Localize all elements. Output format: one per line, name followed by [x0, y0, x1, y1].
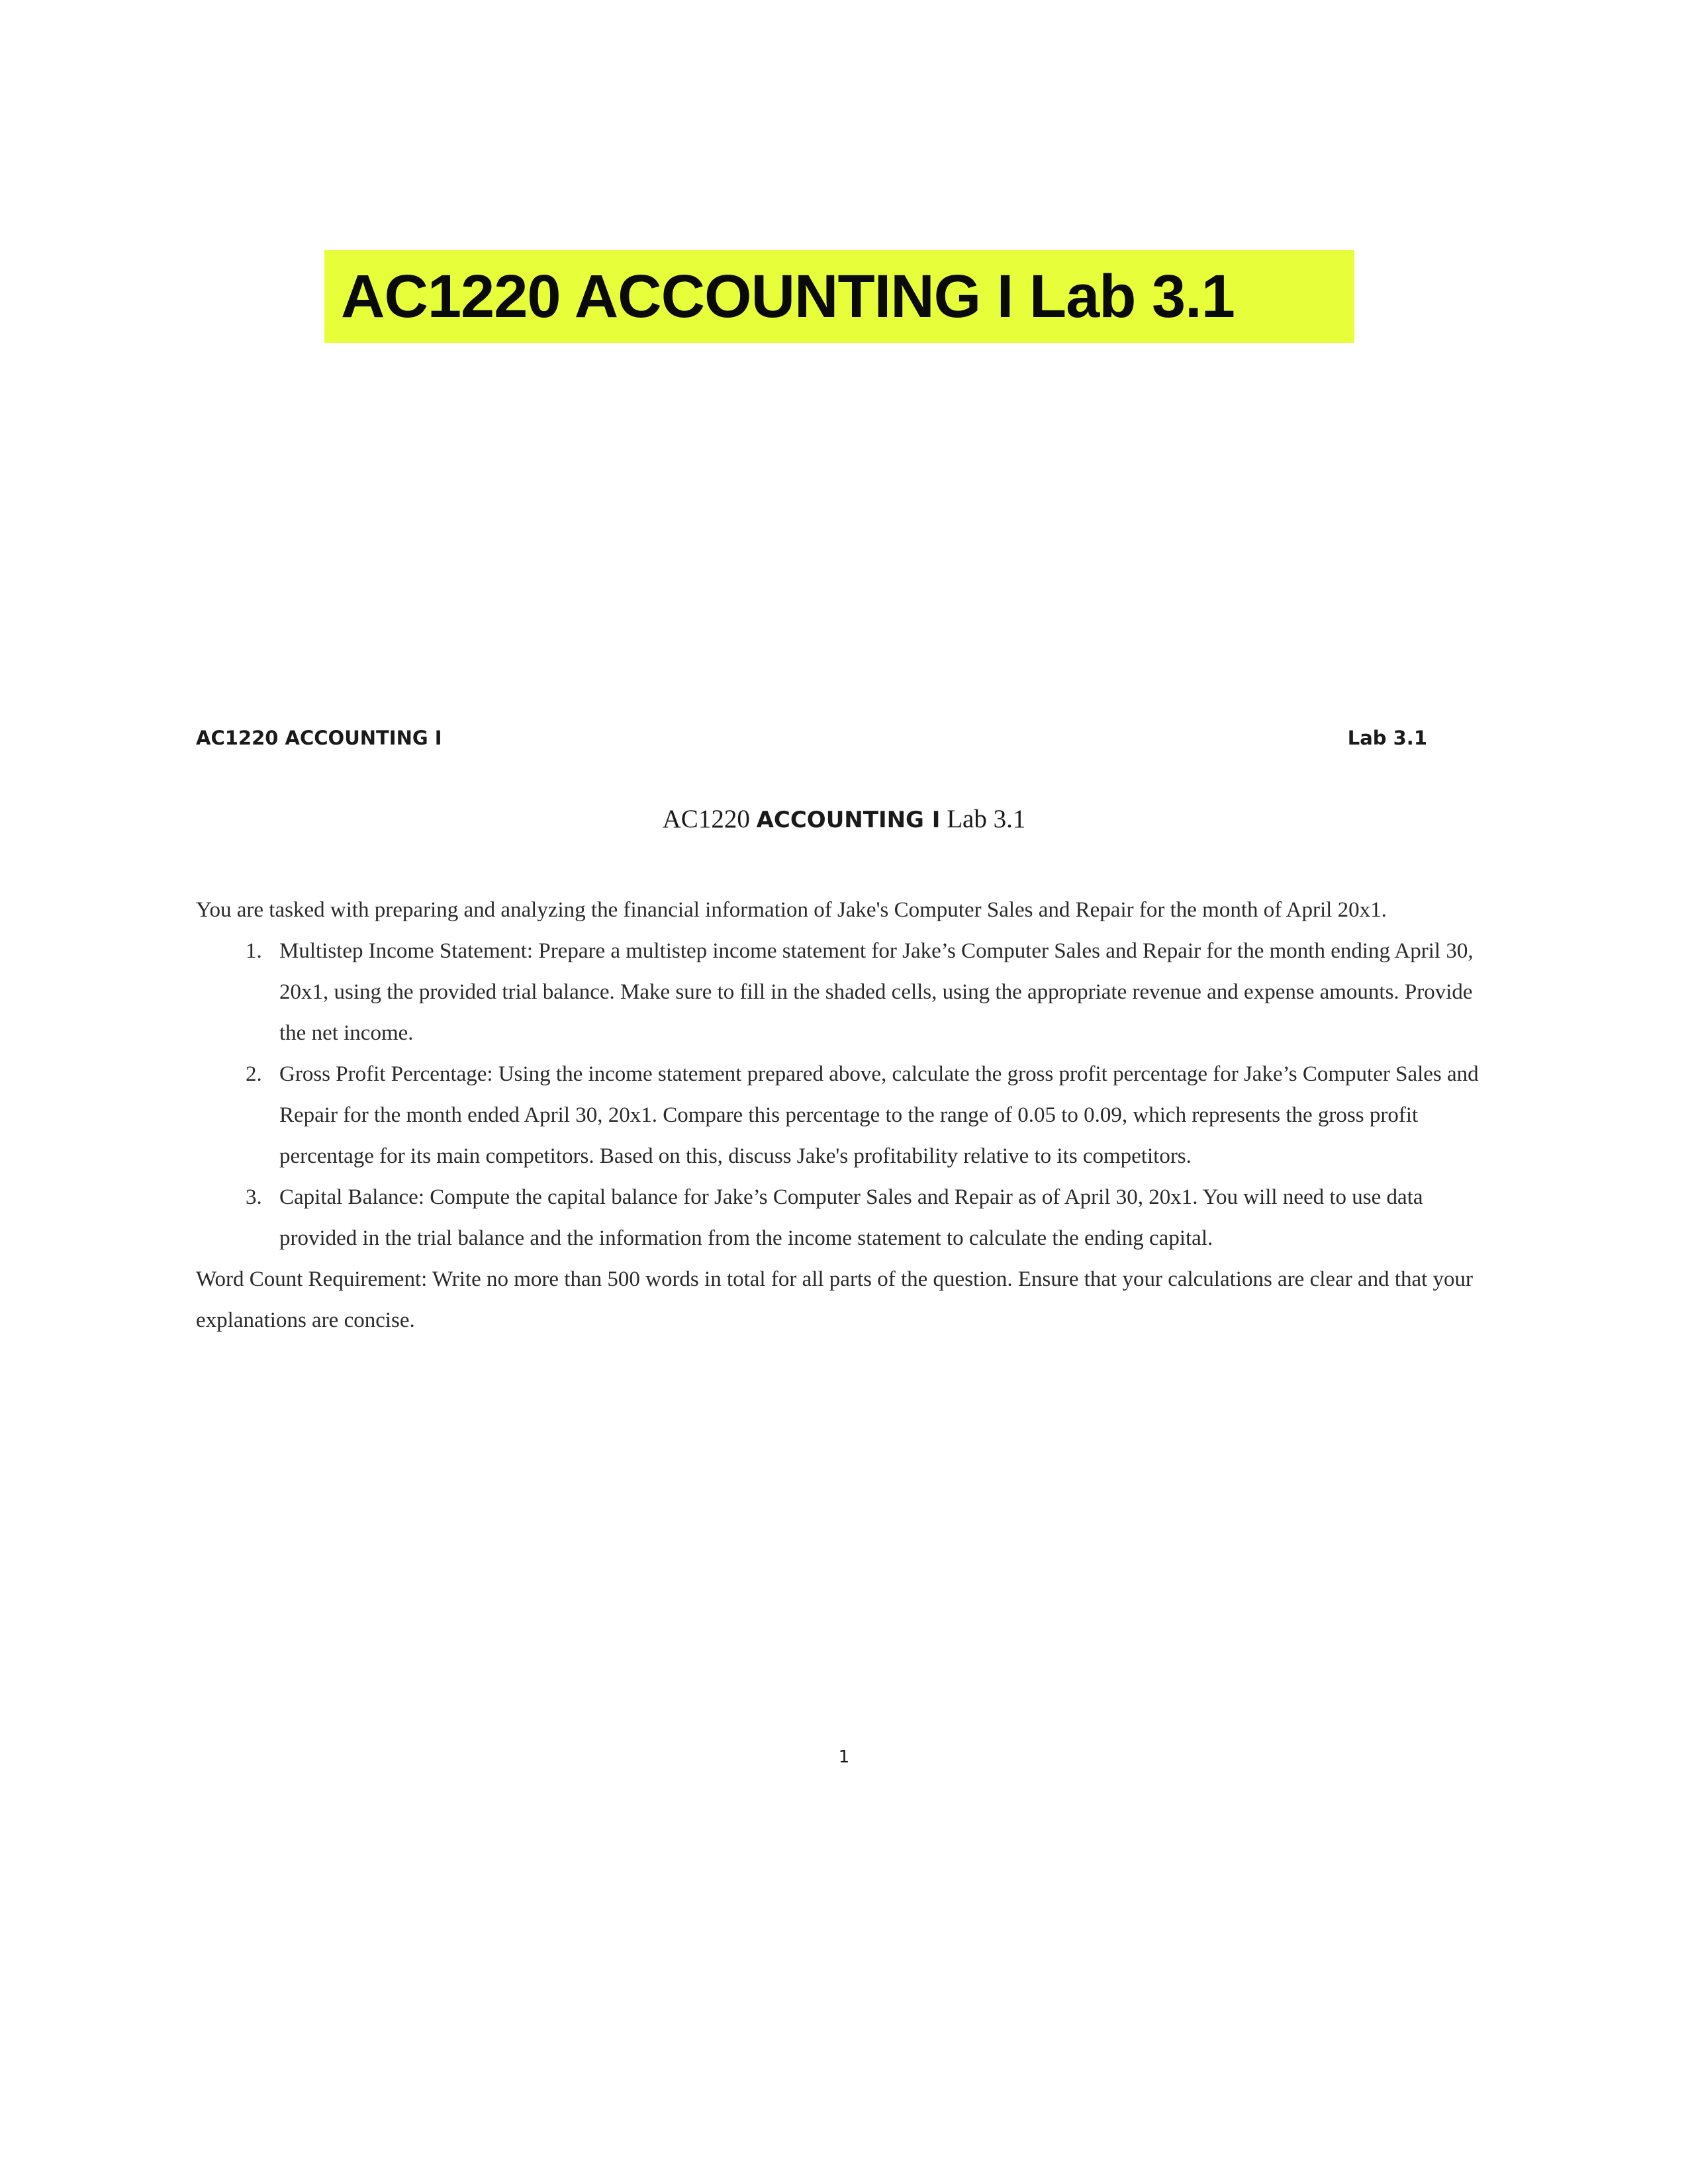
- document-title-prefix: AC1220: [662, 805, 750, 833]
- task-list: [196, 931, 1490, 1259]
- document-title: [0, 804, 1688, 834]
- header-lab-label: Lab 3.1: [1347, 727, 1427, 749]
- cover-title-banner: [324, 250, 1354, 343]
- task-item-income-statement: 1. Multistep Income Statement: Prepare a multistep income statement for Jake’s Computer Sales and Repair for the month ending April 30, 20x1, using the provided trial balance. Make sure to fill in the shaded cells, using the appropriate revenue and expense amounts. Provide the net income.: [267, 931, 1490, 1054]
- task-item-capital-balance: 3. Capital Balance: Compute the capital balance for Jake’s Computer Sales and Repair as of April 30, 20x1. You will need to use data provided in the trial balance and the information from the income statement to calculate the ending capital.: [267, 1177, 1490, 1259]
- word-count-paragraph: Word Count Requirement: Write no more than 500 words in total for all parts of the question. Ensure that your calculations are clear and that your explanations are concise.: [196, 1267, 1474, 1332]
- cover-title: AC1220 ACCOUNTING I Lab 3.1: [341, 262, 1235, 330]
- document-title-mid: ACCOUNTING I: [756, 807, 941, 833]
- document-body: [196, 889, 1490, 1341]
- page-number: 1: [838, 1747, 850, 1767]
- task-item-gross-profit: 2. Gross Profit Percentage: Using the income statement prepared above, calculate the gross profit percentage for Jake’s Computer Sales and Repair for the month ended April 30, 20x1. Compare this percentage to the range of 0.05 to 0.09, which represents the gross profit percentage for its main competitors. Based on this, discuss Jake's profitability relative to its competitors.: [267, 1054, 1490, 1177]
- header-course-name: AC1220 ACCOUNTING I: [196, 727, 442, 749]
- document-title-suffix: Lab 3.1: [947, 805, 1026, 833]
- intro-paragraph: You are tasked with preparing and analyzing the financial information of Jake's Computer Sales and Repair for the month of April 20x1.: [196, 898, 1387, 922]
